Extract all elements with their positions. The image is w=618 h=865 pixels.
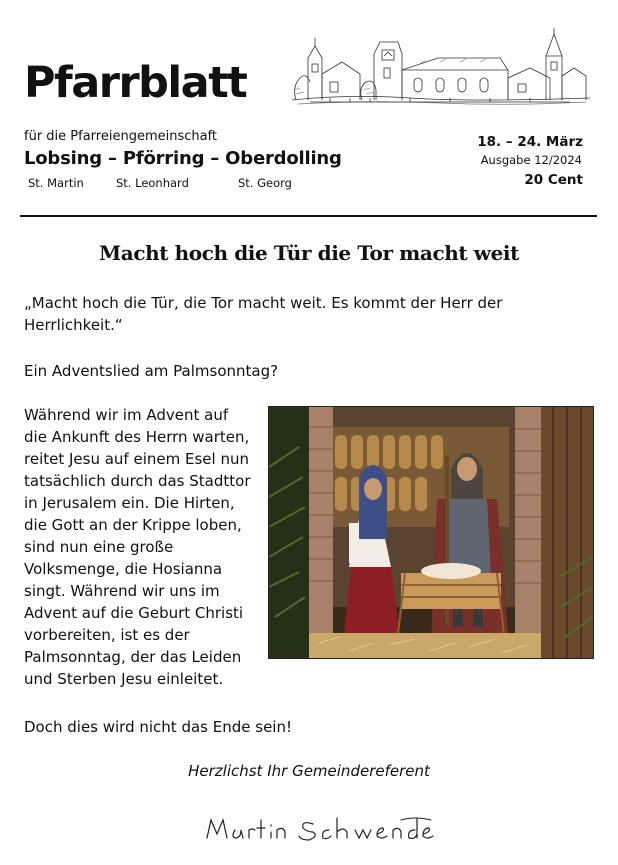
paragraph-line: tatsächlich durch das Stadttor xyxy=(24,472,251,490)
article-headline: Macht hoch die Tür die Tor macht weit xyxy=(99,241,519,265)
article-paragraph xyxy=(24,404,264,690)
parish-names: Lobsing – Pförring – Oberdolling xyxy=(24,148,342,169)
header-divider xyxy=(20,215,597,217)
issue-number: Ausgabe 12/2024 xyxy=(480,153,582,167)
closing-greeting: Herzlichst Ihr Gemeindereferent xyxy=(188,762,430,780)
paragraph-line: die Ankunft des Herrn warten, xyxy=(24,428,250,446)
article-paragraph: „Macht hoch die Tür, die Tor macht weit. Es kommt der Herr der Herrlichkeit.“ xyxy=(24,294,503,334)
saint-name: St. Martin xyxy=(28,176,84,190)
saint-name: St. Georg xyxy=(238,176,292,190)
paragraph-line: reitet Jesu auf einem Esel nun xyxy=(24,450,249,468)
paragraph-line: und Sterben Jesu einleitet. xyxy=(24,670,224,688)
article-paragraph: Ein Adventslied am Palmsonntag? xyxy=(24,362,279,380)
subtitle: für die Pfarreiengemeinschaft xyxy=(24,129,218,144)
paragraph-line: Während wir im Advent auf xyxy=(24,406,229,424)
paragraph-line: sind nun eine große xyxy=(24,538,174,556)
nativity-photo xyxy=(268,406,594,659)
signature-image xyxy=(205,810,435,846)
paragraph-line: Advent auf die Geburt Christi xyxy=(24,604,244,622)
saint-name: St. Leonhard xyxy=(116,176,189,190)
paragraph-line: Volksmenge, die Hosianna xyxy=(24,560,223,578)
article-paragraph: Doch dies wird nicht das Ende sein! xyxy=(24,718,292,736)
issue-dates: 18. – 24. März xyxy=(477,134,583,150)
paragraph-line: vorbereiten, ist es der xyxy=(24,626,190,644)
paragraph-line: in Jerusalem ein. Die Hirten, xyxy=(24,494,235,512)
paragraph-line: die Gott an der Krippe loben, xyxy=(24,516,242,534)
paragraph-line: singt. Während wir uns im xyxy=(24,582,220,600)
newsletter-title: Pfarrblatt xyxy=(24,58,247,108)
church-sketch-illustration xyxy=(290,28,590,108)
paragraph-line: Palmsonntag, der das Leiden xyxy=(24,648,242,666)
issue-price: 20 Cent xyxy=(524,172,583,188)
